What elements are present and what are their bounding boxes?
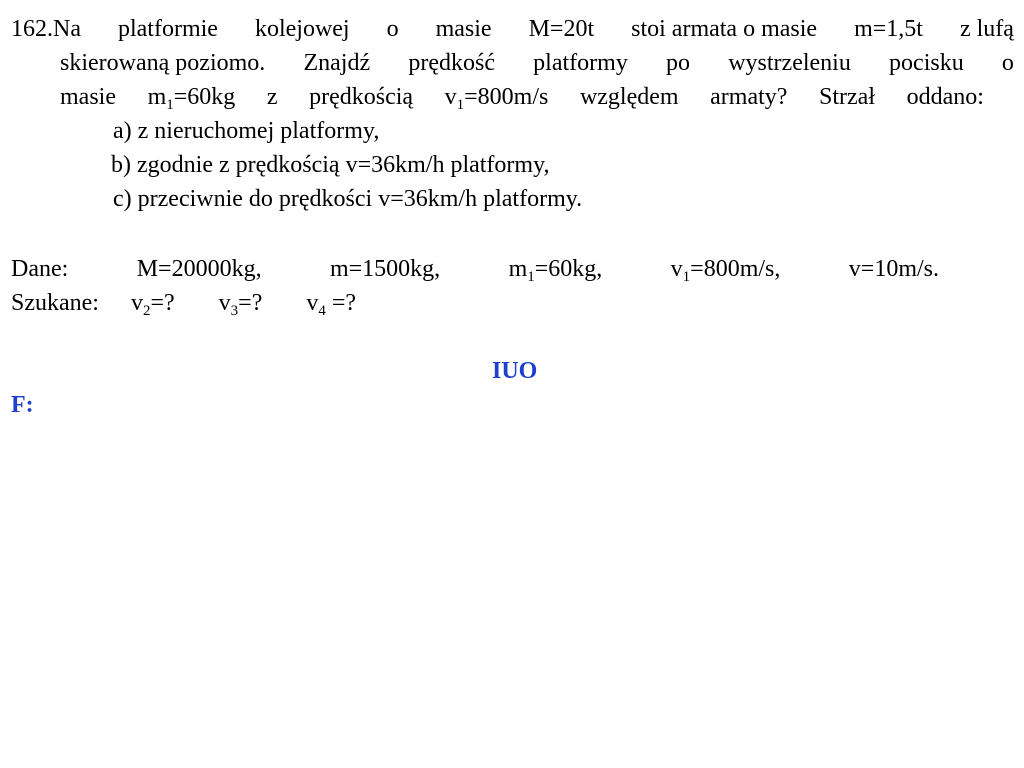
given-big-mass: M=20000kg, xyxy=(136,256,262,282)
problem-word: względem xyxy=(579,84,679,110)
mass-m1-term xyxy=(148,80,236,114)
symbol-main: m xyxy=(508,256,528,282)
given-data-line xyxy=(11,252,939,286)
subscript: 4 xyxy=(318,303,326,319)
problem-word: Znajdź xyxy=(303,50,371,76)
given-projectile-velocity xyxy=(671,252,781,286)
problem-word: prędkością xyxy=(309,84,414,110)
symbol-value: =60kg, xyxy=(534,256,603,282)
problem-word: z xyxy=(266,84,278,110)
given-cannon-mass: m=1500kg, xyxy=(329,256,441,282)
section-heading-f: F: xyxy=(11,392,34,418)
symbol-main: v xyxy=(306,290,319,316)
symbol-main: v xyxy=(670,256,683,282)
velocity-v1-term xyxy=(445,80,549,114)
problem-line-2 xyxy=(60,46,1014,80)
symbol-main: v xyxy=(218,290,231,316)
given-label: Dane: xyxy=(11,256,69,282)
problem-word: o xyxy=(386,16,399,42)
option-b: b) zgodnie z prędkością v=36km/h platformy, xyxy=(111,152,550,178)
option-c: c) przeciwnie do prędkości v=36km/h platformy. xyxy=(113,186,583,212)
given-projectile-mass xyxy=(509,252,603,286)
subscript: 1 xyxy=(456,97,465,113)
symbol-main: v xyxy=(444,84,457,110)
problem-word: m=1,5t xyxy=(854,16,923,42)
problem-line-1 xyxy=(11,12,1014,46)
problem-word: prędkość xyxy=(408,50,495,76)
sought-label: Szukane: xyxy=(11,290,99,316)
sought-v2 xyxy=(131,286,175,320)
problem-word: masie xyxy=(60,84,116,110)
symbol-main: v xyxy=(130,290,143,316)
problem-line-3 xyxy=(60,80,984,114)
symbol-value: =? xyxy=(325,290,357,316)
problem-word: stoi armata o masie xyxy=(631,16,818,42)
problem-word: kolejowej xyxy=(254,16,350,42)
problem-word: z lufą xyxy=(959,16,1014,42)
option-a: a) z nieruchomej platformy, xyxy=(113,118,380,144)
subscript: 1 xyxy=(166,97,174,113)
sought-v3 xyxy=(219,286,263,320)
symbol-main: m xyxy=(147,84,167,110)
symbol-value: =800m/s xyxy=(464,84,549,110)
symbol-value: =800m/s, xyxy=(690,256,781,282)
problem-word: pocisku xyxy=(889,50,964,76)
symbol-value: =? xyxy=(150,290,175,316)
symbol-value: =? xyxy=(238,290,263,316)
problem-word: skierowaną poziomo. xyxy=(60,50,266,76)
given-platform-velocity: v=10m/s. xyxy=(848,256,939,282)
problem-word: M=20t xyxy=(528,16,595,42)
problem-word: o xyxy=(1001,50,1014,76)
problem-word: po xyxy=(666,50,691,76)
subscript: 1 xyxy=(527,269,535,285)
sought-v4 xyxy=(306,286,356,320)
problem-word: masie xyxy=(435,16,492,42)
problem-word: armaty? xyxy=(710,84,788,110)
subscript: 1 xyxy=(682,269,691,285)
problem-statement xyxy=(11,12,1014,114)
problem-word: wystrzeleniu xyxy=(728,50,851,76)
problem-word: platformie xyxy=(117,16,218,42)
subscript: 3 xyxy=(230,303,239,319)
sought-line xyxy=(11,286,356,320)
symbol-value: =60kg xyxy=(173,84,236,110)
problem-word: oddano: xyxy=(906,84,984,110)
problem-word: platformy xyxy=(533,50,628,76)
subscript: 2 xyxy=(142,303,151,319)
problem-word: 162.Na xyxy=(11,16,81,42)
section-heading-iuo: IUO xyxy=(492,358,538,384)
problem-word: Strzał xyxy=(819,84,875,110)
